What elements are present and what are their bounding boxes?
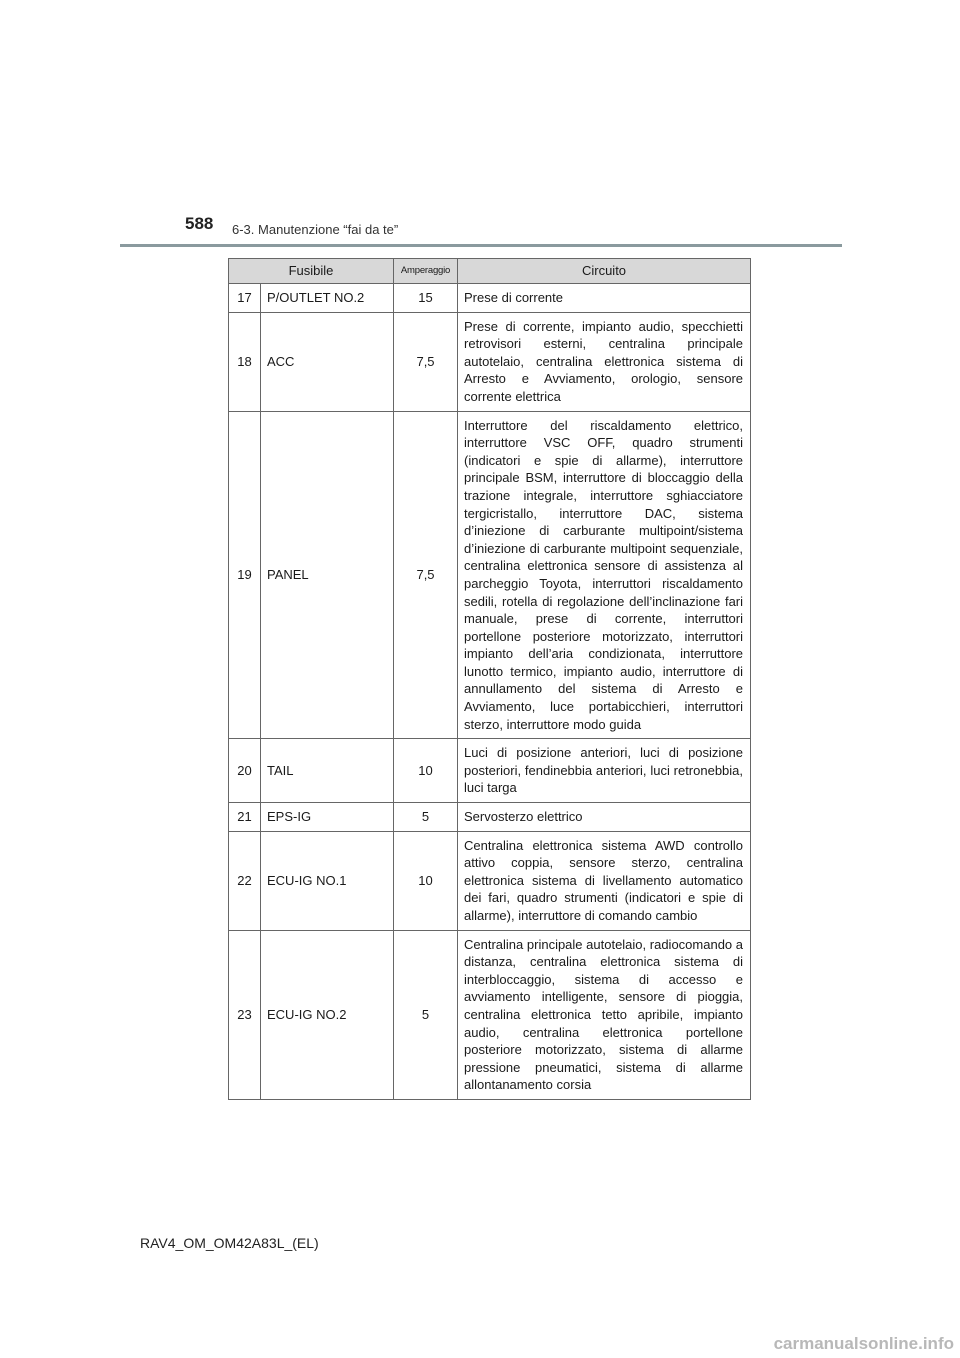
fuse-circuit: Prese di corrente, impianto audio, specchietti retrovisori esterni, centralina principale autotelaio, centralina elettronica sistema di Arresto e Avviamento, orologio, sensore corrente elettrica [458,312,751,411]
fuse-amperage: 5 [394,930,458,1099]
column-header-fuse: Fusibile [229,259,394,284]
table-header-row [229,259,751,284]
fuse-circuit: Centralina elettronica sistema AWD controllo attivo coppia, sensore sterzo, centralina elettronica sistema di livellamento automatico dei fari, quadro strumenti (indicatori e spie di allarme), interruttore di comando cambio [458,831,751,930]
fuse-number: 22 [229,831,261,930]
fuse-circuit: Servosterzo elettrico [458,803,751,832]
fuse-name: ACC [261,312,394,411]
fuse-table [228,258,751,1100]
fuse-number: 18 [229,312,261,411]
fuse-name: P/OUTLET NO.2 [261,284,394,313]
section-title: 6-3. Manutenzione “fai da te” [232,222,399,237]
fuse-circuit: Luci di posizione anteriori, luci di posizione posteriori, fendinebbia anteriori, luci retronebbia, luci targa [458,739,751,803]
fuse-number: 19 [229,411,261,739]
watermark: carmanualsonline.info [773,1334,954,1353]
table-row [229,930,751,1099]
fuse-name: PANEL [261,411,394,739]
table-row [229,803,751,832]
fuse-circuit: Interruttore del riscaldamento elettrico, interruttore VSC OFF, quadro strumenti (indicatori e spie di allarme), interruttore principale BSM, interruttore di bloccaggio della trazione integrale, interruttore sghiacciatore tergicristallo, interruttore DAC, sistema d’iniezione di carburante multipoint/sistema d’iniezione di carburante multipoint sequenziale, centralina elettronica sensore di assistenza al parcheggio Toyota, interruttori riscaldamento sedili, rotella di regolazione dell’inclinazione fari manuale, prese di corrente, interruttori portellone posteriore motorizzato, interruttori impianto dell’aria condizionata, interruttore lunotto termico, impianto audio, interruttore di annullamento del sistema di Arresto e Avviamento, luce portabicchieri, interruttori sterzo, interruttore modo guida [458,411,751,739]
fuse-name: ECU-IG NO.2 [261,930,394,1099]
document-code: RAV4_OM_OM42A83L_(EL) [140,1235,319,1251]
fuse-name: TAIL [261,739,394,803]
page-number: 588 [185,214,214,233]
fuse-name: EPS-IG [261,803,394,832]
fuse-number: 23 [229,930,261,1099]
fuse-amperage: 15 [394,284,458,313]
fuse-circuit: Prese di corrente [458,284,751,313]
fuse-amperage: 7,5 [394,411,458,739]
fuse-amperage: 7,5 [394,312,458,411]
header-rule [120,244,842,247]
fuse-circuit: Centralina principale autotelaio, radiocomando a distanza, centralina elettronica sistema di interbloccaggio, sistema di accesso e avviamento intelligente, sensore di pioggia, centralina elettronica tetto apribile, impianto audio, centralina elettronica portellone posteriore motorizzato, sistema di allarme pressione pneumatici, sistema di allarme allontanamento corsia [458,930,751,1099]
table-row [229,831,751,930]
fuse-number: 17 [229,284,261,313]
fuse-amperage: 5 [394,803,458,832]
table-row [229,312,751,411]
fuse-name: ECU-IG NO.1 [261,831,394,930]
column-header-circuit: Circuito [458,259,751,284]
fuse-number: 21 [229,803,261,832]
column-header-amperage: Amperaggio [394,259,458,284]
fuse-amperage: 10 [394,831,458,930]
fuse-amperage: 10 [394,739,458,803]
table-row [229,411,751,739]
table-row [229,739,751,803]
fuse-number: 20 [229,739,261,803]
table-row [229,284,751,313]
